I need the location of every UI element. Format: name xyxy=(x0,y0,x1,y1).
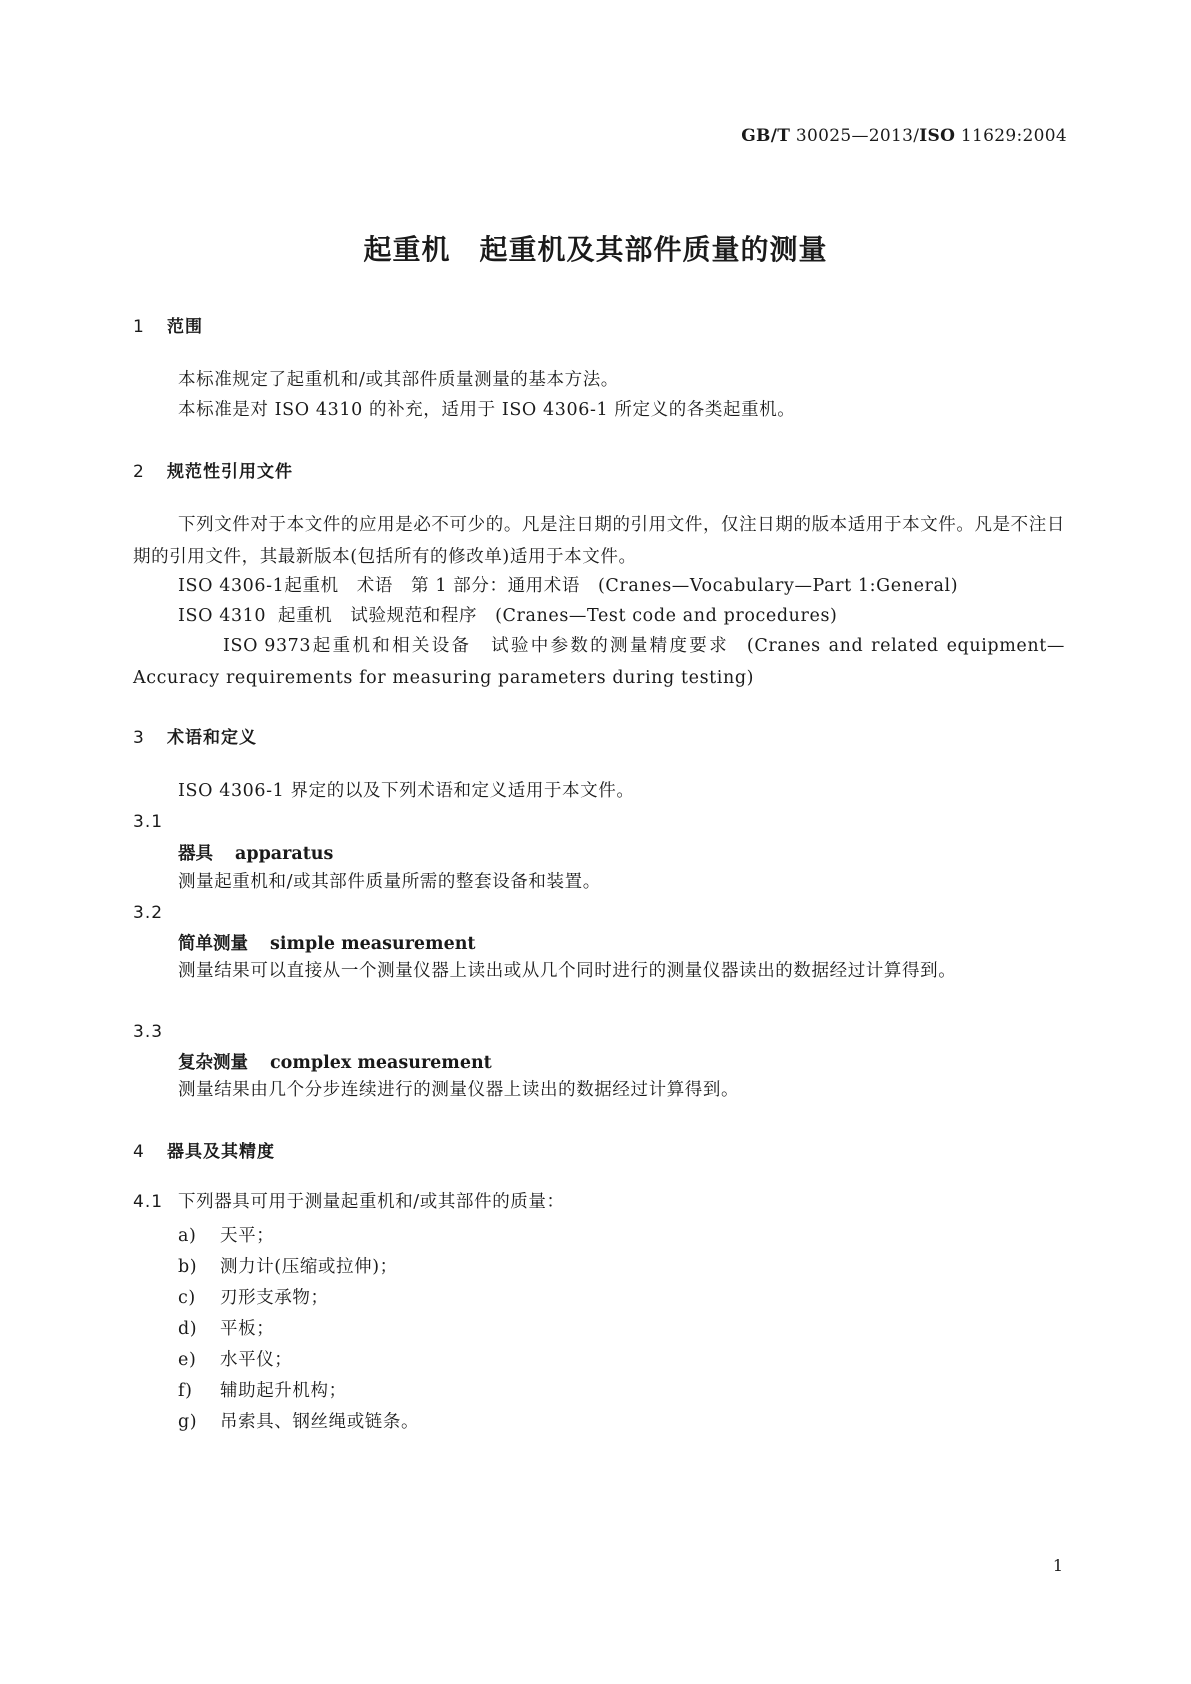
section-number: 4 xyxy=(133,1142,145,1162)
list-label: g) xyxy=(178,1412,198,1432)
list-label: a) xyxy=(178,1226,197,1246)
reference-title-en: (Cranes and related equipment—Accuracy requirements for measuring parameters during testing) xyxy=(133,636,1065,688)
section-heading-3 xyxy=(133,723,257,748)
page-number: 1 xyxy=(1052,1556,1063,1575)
term-cn: 复杂测量 xyxy=(178,1053,248,1073)
code-prefix: GB/T xyxy=(741,126,791,146)
standard-code xyxy=(741,126,1067,146)
code-iso: ISO xyxy=(919,126,956,146)
paragraph: 本标准规定了起重机和/或其部件质量测量的基本方法。 xyxy=(178,370,619,390)
term-definition: 测量结果可以直接从一个测量仪器上读出或从几个同时进行的测量仪器读出的数据经过计算得到。 xyxy=(178,961,957,981)
list-item xyxy=(178,1315,274,1340)
list-item xyxy=(178,1284,329,1309)
reference-code: ISO 4306-1 xyxy=(178,576,285,596)
section-title: 器具及其精度 xyxy=(167,1142,275,1162)
section-number: 1 xyxy=(133,317,145,337)
term-definition: 测量结果由几个分步连续进行的测量仪器上读出的数据经过计算得到。 xyxy=(178,1080,740,1100)
term-number: 3.2 xyxy=(133,903,164,923)
list-item xyxy=(178,1346,292,1371)
list-item xyxy=(178,1222,274,1247)
clause-number: 4.1 xyxy=(133,1192,164,1212)
list-text: 刃形支承物； xyxy=(220,1288,329,1308)
section-heading-2 xyxy=(133,457,293,482)
list-label: e) xyxy=(178,1350,197,1370)
code-number: 30025—2013/ xyxy=(795,126,920,146)
list-item xyxy=(178,1377,347,1402)
list-text: 测力计(压缩或拉伸)； xyxy=(220,1257,398,1277)
term-cn: 简单测量 xyxy=(178,934,248,954)
term-definition: 测量起重机和/或其部件质量所需的整套设备和装置。 xyxy=(178,872,601,892)
paragraph: ISO 4306-1 界定的以及下列术语和定义适用于本文件。 xyxy=(178,781,635,801)
list-label: f) xyxy=(178,1381,193,1401)
list-item xyxy=(178,1253,398,1278)
list-text: 天平； xyxy=(220,1226,275,1246)
clause-text: 下列器具可用于测量起重机和/或其部件的质量： xyxy=(178,1192,565,1212)
term-heading xyxy=(178,840,333,865)
normative-reference xyxy=(133,630,1065,694)
term-heading xyxy=(178,1049,492,1074)
term-number: 3.1 xyxy=(133,812,164,832)
reference-title-cn: 起重机 试验规范和程序 xyxy=(278,606,478,626)
list-text: 平板； xyxy=(220,1319,275,1339)
reference-code: ISO 4310 xyxy=(178,606,267,626)
paragraph: 本标准是对 ISO 4310 的补充，适用于 ISO 4306-1 所定义的各类起重机。 xyxy=(178,400,796,420)
term-en: simple measurement xyxy=(270,934,476,954)
section-number: 2 xyxy=(133,462,145,482)
reference-title-en: (Cranes—Test code and procedures) xyxy=(495,606,838,626)
term-en: apparatus xyxy=(235,844,334,864)
section-number: 3 xyxy=(133,728,145,748)
section-heading-1 xyxy=(133,312,203,337)
reference-title-en: (Cranes—Vocabulary—Part 1:General) xyxy=(597,576,959,596)
list-text: 辅助起升机构； xyxy=(220,1381,347,1401)
section-title: 规范性引用文件 xyxy=(167,462,293,482)
code-iso-number: 11629:2004 xyxy=(960,126,1067,146)
term-number: 3.3 xyxy=(133,1022,164,1042)
list-label: d) xyxy=(178,1319,198,1339)
reference-title-cn: 起重机 术语 第 1 部分：通用术语 xyxy=(284,576,580,596)
normative-reference xyxy=(178,570,958,602)
clause-4-1 xyxy=(133,1188,565,1213)
normative-reference xyxy=(178,600,837,632)
list-item xyxy=(178,1408,419,1433)
term-en: complex measurement xyxy=(270,1053,492,1073)
section-title: 范围 xyxy=(167,317,203,337)
list-text: 吊索具、钢丝绳或链条。 xyxy=(220,1412,420,1432)
paragraph: 下列文件对于本文件的应用是必不可少的。凡是注日期的引用文件，仅注日期的版本适用于本文件。凡是不注日期的引用文件，其最新版本(包括所有的修改单)适用于本文件。 xyxy=(133,515,1065,567)
list-label: b) xyxy=(178,1257,198,1277)
term-cn: 器具 xyxy=(178,844,213,864)
section-title: 术语和定义 xyxy=(167,728,257,748)
list-label: c) xyxy=(178,1288,196,1308)
term-heading xyxy=(178,930,476,955)
section-heading-4 xyxy=(133,1137,275,1162)
list-text: 水平仪； xyxy=(220,1350,293,1370)
reference-title-cn: 起重机和相关设备 试验中参数的测量精度要求 xyxy=(311,636,729,656)
reference-code: ISO 9373 xyxy=(223,636,312,656)
document-title: 起重机 起重机及其部件质量的测量 xyxy=(363,233,828,266)
